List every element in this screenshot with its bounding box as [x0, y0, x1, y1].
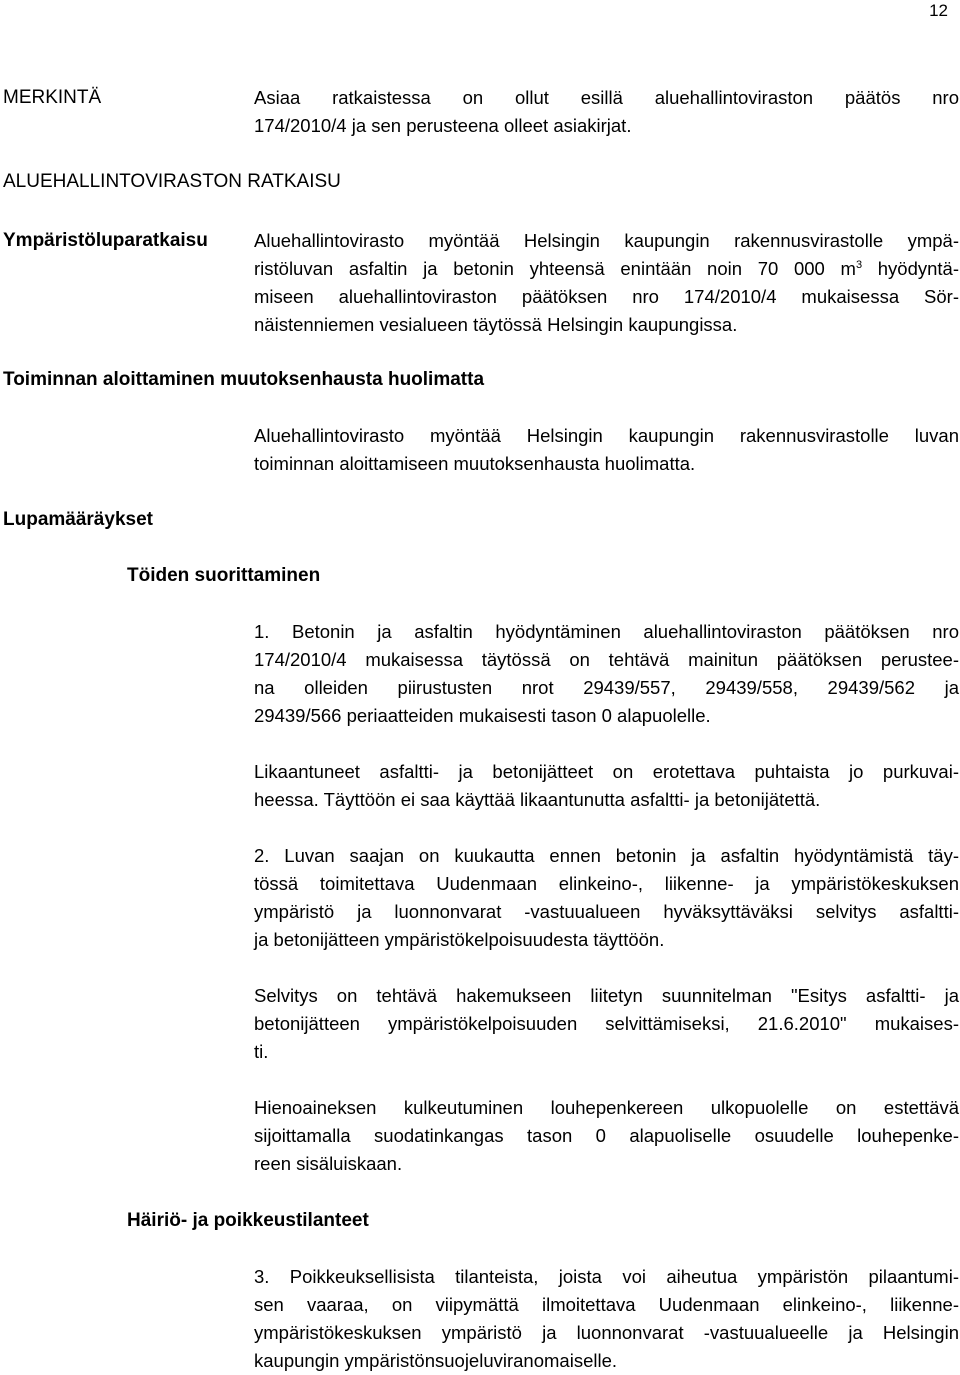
merkinta-label: MERKINTÄ	[3, 87, 102, 108]
text-line: Asiaa ratkaistessa on ollut esillä aluehallintoviraston päätös nro	[254, 87, 959, 108]
text-line: sijoittamalla suodatinkangas tason 0 alapuoliselle osuudelle louhepenke-	[254, 1125, 959, 1146]
text-line: na olleiden piirustusten nrot 29439/557, 29439/558, 29439/562 ja	[254, 677, 959, 698]
text-line: ja betonijätteen ympäristökelpoisuudesta täyttöön.	[254, 929, 665, 950]
paragraph-3	[254, 842, 959, 954]
paragraph-5	[254, 1094, 959, 1178]
lupamaaraykset-heading: Lupamääräykset	[3, 509, 153, 530]
text-line: toiminnan aloittamiseen muutoksenhausta huolimatta.	[254, 453, 696, 474]
paragraph-4	[254, 982, 959, 1066]
ymparistolupa-text	[254, 227, 959, 339]
text-line: ti.	[254, 1041, 269, 1062]
text-line: Aluehallintovirasto myöntää Helsingin kaupungin rakennusvirastolle ympä-	[254, 230, 959, 251]
merkinta-text	[254, 84, 959, 140]
text-line: miseen aluehallintoviraston päätöksen nro 174/2010/4 mukaisessa Sör-	[254, 286, 959, 307]
text-segment: ristöluvan asfaltin ja betonin yhteensä enintään noin 70 000 m	[254, 258, 856, 279]
text-line: betonijätteen ympäristökelpoisuuden selvittämiseksi, 21.6.2010" mukaises-	[254, 1013, 959, 1034]
paragraph-1	[254, 618, 959, 730]
text-line: heessa. Täyttöön ei saa käyttää likaantunutta asfaltti- ja betonijätettä.	[254, 789, 821, 810]
text-line: näistenniemen vesialueen täytössä Helsingin kaupungissa.	[254, 314, 738, 335]
text-line: ympäristö ja luonnonvarat -vastuualueen hyväksyttäväksi selvitys asfaltti-	[254, 901, 959, 922]
page-number: 12	[929, 1, 948, 20]
text-line: Selvitys on tehtävä hakemukseen liitetyn suunnitelman "Esitys asfaltti- ja	[254, 985, 959, 1006]
text-line: Aluehallintovirasto myöntää Helsingin kaupungin rakennusvirastolle luvan	[254, 425, 959, 446]
superscript: 3	[855, 259, 863, 271]
text-line: 1. Betonin ja asfaltin hyödyntäminen aluehallintoviraston päätöksen nro	[254, 621, 959, 642]
ymparistolupa-label: Ympäristöluparatkaisu	[3, 230, 208, 251]
paragraph-2	[254, 758, 959, 814]
hairio-heading: Häiriö- ja poikkeustilanteet	[127, 1210, 369, 1231]
ratkaisu-heading: ALUEHALLINTOVIRASTON RATKAISU	[3, 171, 341, 192]
paragraph-6	[254, 1263, 959, 1375]
text-line: Hienoaineksen kulkeutuminen louhepenkereen ulkopuolelle on estettävä	[254, 1097, 959, 1118]
text-line: 2. Luvan saajan on kuukautta ennen betonin ja asfaltin hyödyntämistä täy-	[254, 845, 959, 866]
toiden-heading: Töiden suorittaminen	[127, 565, 321, 586]
text-line: 174/2010/4 mukaisessa täytössä on tehtävä mainitun päätöksen perustee-	[254, 649, 959, 670]
toiminnan-text	[254, 422, 959, 478]
text-line: 174/2010/4 ja sen perusteena olleet asiakirjat.	[254, 115, 632, 136]
text-line: tössä toimitettava Uudenmaan elinkeino-, liikenne- ja ympäristökeskuksen	[254, 873, 959, 894]
text-line: 3. Poikkeuksellisista tilanteista, joista voi aiheutua ympäristön pilaantumi-	[254, 1266, 959, 1287]
text-line: ympäristökeskuksen ympäristö ja luonnonvarat -vastuualueelle ja Helsingin	[254, 1322, 959, 1343]
text-line: reen sisäluiskaan.	[254, 1153, 403, 1174]
toiminnan-heading: Toiminnan aloittaminen muutoksenhausta huolimatta	[3, 369, 485, 390]
text-line: sen vaaraa, on viipymättä ilmoitettava Uudenmaan elinkeino-, liikenne-	[254, 1294, 959, 1315]
text-line: kaupungin ympäristönsuojeluviranomaiselle.	[254, 1350, 618, 1371]
text-line: Likaantuneet asfaltti- ja betonijätteet on erotettava puhtaista jo purkuvai-	[254, 761, 959, 782]
text-line: 29439/566 periaatteiden mukaisesti tason 0 alapuolelle.	[254, 705, 711, 726]
text-segment: hyödyntä-	[862, 258, 959, 279]
text-line	[254, 255, 959, 283]
